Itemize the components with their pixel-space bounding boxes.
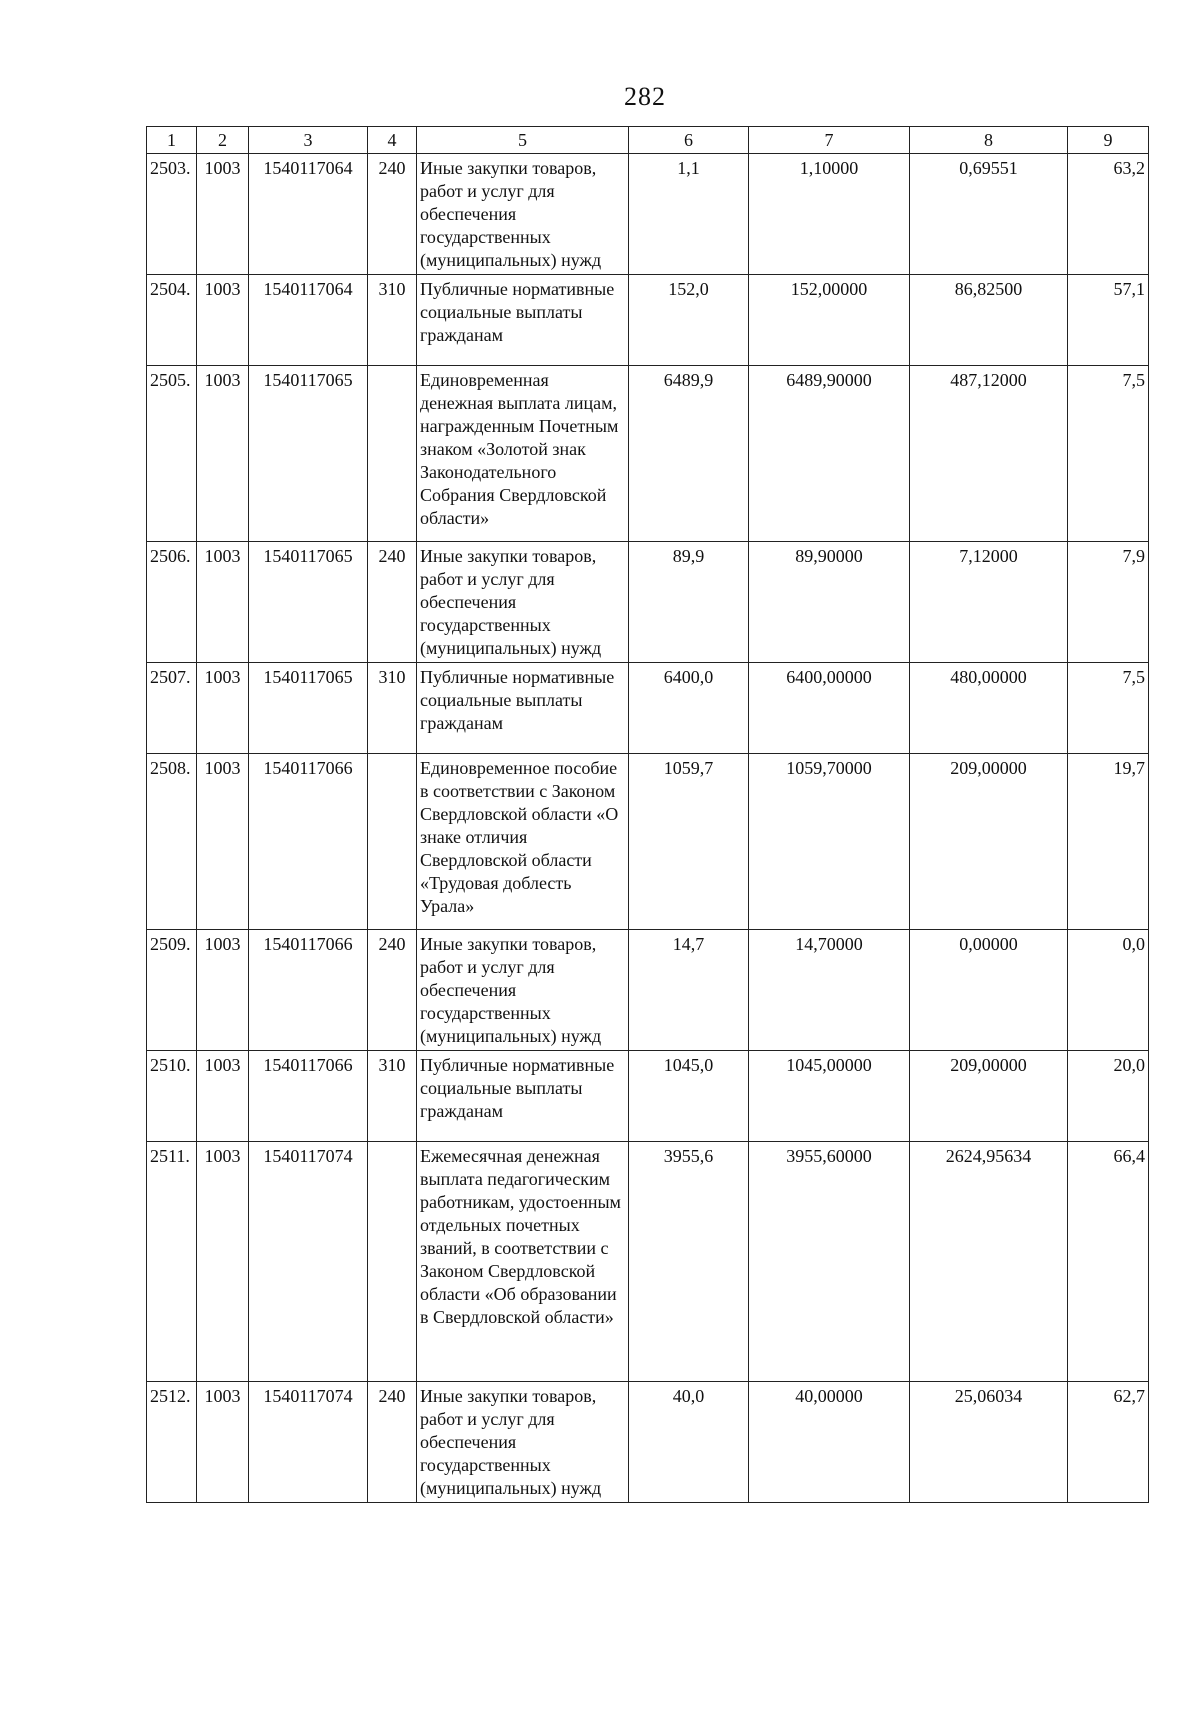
target-article-code: 1540117074 [249, 1382, 368, 1503]
executed-amount: 25,06034 [910, 1382, 1068, 1503]
row-number: 2508. [147, 754, 197, 930]
table-row [147, 1051, 1149, 1142]
approved-amount: 152,0 [629, 275, 749, 366]
executed-amount: 2624,95634 [910, 1142, 1068, 1382]
approved-amount: 6400,0 [629, 663, 749, 754]
item-name: Публичные нормативные социальные выплаты гражданам [417, 1051, 629, 1142]
item-name: Иные закупки товаров, работ и услуг для обеспечения государственных (муниципальных) нужд [417, 154, 629, 275]
section-code: 1003 [197, 275, 249, 366]
row-number: 2507. [147, 663, 197, 754]
table-row [147, 366, 1149, 542]
table-header-row [147, 127, 1149, 154]
section-code: 1003 [197, 1142, 249, 1382]
approved-amount: 14,7 [629, 930, 749, 1051]
target-article-code: 1540117066 [249, 1051, 368, 1142]
table-body [147, 154, 1149, 1503]
executed-amount: 209,00000 [910, 1051, 1068, 1142]
column-header-1: 1 [147, 127, 197, 154]
expense-type-code: 240 [368, 542, 417, 663]
row-number: 2505. [147, 366, 197, 542]
item-name: Ежемесячная денежная выплата педагогическим работникам, удостоенным отдельных почетных званий, в соответствии с Законом Свердловской области «Об образовании в Свердловской области» [417, 1142, 629, 1382]
item-name: Публичные нормативные социальные выплаты гражданам [417, 275, 629, 366]
budget-limits: 6489,90000 [749, 366, 910, 542]
approved-amount: 1059,7 [629, 754, 749, 930]
section-code: 1003 [197, 366, 249, 542]
row-number: 2511. [147, 1142, 197, 1382]
item-name: Иные закупки товаров, работ и услуг для обеспечения государственных (муниципальных) нужд [417, 542, 629, 663]
column-header-4: 4 [368, 127, 417, 154]
budget-limits: 1059,70000 [749, 754, 910, 930]
row-number: 2504. [147, 275, 197, 366]
target-article-code: 1540117066 [249, 930, 368, 1051]
item-name: Единовременное пособие в соответствии с Законом Свердловской области «О знаке отличия Свердловской области «Трудовая доблесть Урала» [417, 754, 629, 930]
row-number: 2506. [147, 542, 197, 663]
column-header-9: 9 [1068, 127, 1149, 154]
budget-limits: 14,70000 [749, 930, 910, 1051]
target-article-code: 1540117074 [249, 1142, 368, 1382]
section-code: 1003 [197, 542, 249, 663]
row-number: 2512. [147, 1382, 197, 1503]
section-code: 1003 [197, 663, 249, 754]
executed-amount: 487,12000 [910, 366, 1068, 542]
item-name: Иные закупки товаров, работ и услуг для обеспечения государственных (муниципальных) нужд [417, 1382, 629, 1503]
budget-limits: 89,90000 [749, 542, 910, 663]
item-name: Иные закупки товаров, работ и услуг для обеспечения государственных (муниципальных) нужд [417, 930, 629, 1051]
executed-amount: 86,82500 [910, 275, 1068, 366]
approved-amount: 40,0 [629, 1382, 749, 1503]
item-name: Единовременная денежная выплата лицам, награжденным Почетным знаком «Золотой знак Законодательного Собрания Свердловской области» [417, 366, 629, 542]
budget-limits: 1045,00000 [749, 1051, 910, 1142]
section-code: 1003 [197, 754, 249, 930]
expense-type-code [368, 754, 417, 930]
budget-limits: 40,00000 [749, 1382, 910, 1503]
target-article-code: 1540117065 [249, 366, 368, 542]
approved-amount: 1,1 [629, 154, 749, 275]
page-number: 282 [624, 82, 666, 111]
expense-type-code: 310 [368, 1051, 417, 1142]
executed-amount: 209,00000 [910, 754, 1068, 930]
execution-percent: 7,5 [1068, 663, 1149, 754]
row-number: 2503. [147, 154, 197, 275]
row-number: 2509. [147, 930, 197, 1051]
budget-limits: 3955,60000 [749, 1142, 910, 1382]
table-row [147, 542, 1149, 663]
column-header-8: 8 [910, 127, 1068, 154]
budget-limits: 6400,00000 [749, 663, 910, 754]
expense-type-code: 310 [368, 663, 417, 754]
execution-percent: 20,0 [1068, 1051, 1149, 1142]
table-row [147, 275, 1149, 366]
expense-type-code [368, 1142, 417, 1382]
section-code: 1003 [197, 930, 249, 1051]
approved-amount: 89,9 [629, 542, 749, 663]
execution-percent: 57,1 [1068, 275, 1149, 366]
budget-limits: 1,10000 [749, 154, 910, 275]
execution-percent: 0,0 [1068, 930, 1149, 1051]
table-row [147, 930, 1149, 1051]
row-number: 2510. [147, 1051, 197, 1142]
executed-amount: 0,00000 [910, 930, 1068, 1051]
column-header-7: 7 [749, 127, 910, 154]
budget-table [146, 126, 1149, 1503]
execution-percent: 62,7 [1068, 1382, 1149, 1503]
target-article-code: 1540117065 [249, 542, 368, 663]
execution-percent: 7,9 [1068, 542, 1149, 663]
column-header-2: 2 [197, 127, 249, 154]
section-code: 1003 [197, 1051, 249, 1142]
execution-percent: 66,4 [1068, 1142, 1149, 1382]
target-article-code: 1540117064 [249, 275, 368, 366]
expense-type-code: 240 [368, 1382, 417, 1503]
executed-amount: 0,69551 [910, 154, 1068, 275]
execution-percent: 63,2 [1068, 154, 1149, 275]
budget-limits: 152,00000 [749, 275, 910, 366]
expense-type-code: 310 [368, 275, 417, 366]
approved-amount: 6489,9 [629, 366, 749, 542]
table-row [147, 1142, 1149, 1382]
table-row [147, 663, 1149, 754]
table-row [147, 1382, 1149, 1503]
column-header-6: 6 [629, 127, 749, 154]
column-header-3: 3 [249, 127, 368, 154]
column-header-5: 5 [417, 127, 629, 154]
target-article-code: 1540117064 [249, 154, 368, 275]
item-name: Публичные нормативные социальные выплаты гражданам [417, 663, 629, 754]
executed-amount: 480,00000 [910, 663, 1068, 754]
expense-type-code: 240 [368, 930, 417, 1051]
section-code: 1003 [197, 1382, 249, 1503]
approved-amount: 1045,0 [629, 1051, 749, 1142]
executed-amount: 7,12000 [910, 542, 1068, 663]
expense-type-code [368, 366, 417, 542]
table-row [147, 754, 1149, 930]
target-article-code: 1540117066 [249, 754, 368, 930]
execution-percent: 19,7 [1068, 754, 1149, 930]
table-row [147, 154, 1149, 275]
execution-percent: 7,5 [1068, 366, 1149, 542]
section-code: 1003 [197, 154, 249, 275]
target-article-code: 1540117065 [249, 663, 368, 754]
expense-type-code: 240 [368, 154, 417, 275]
approved-amount: 3955,6 [629, 1142, 749, 1382]
